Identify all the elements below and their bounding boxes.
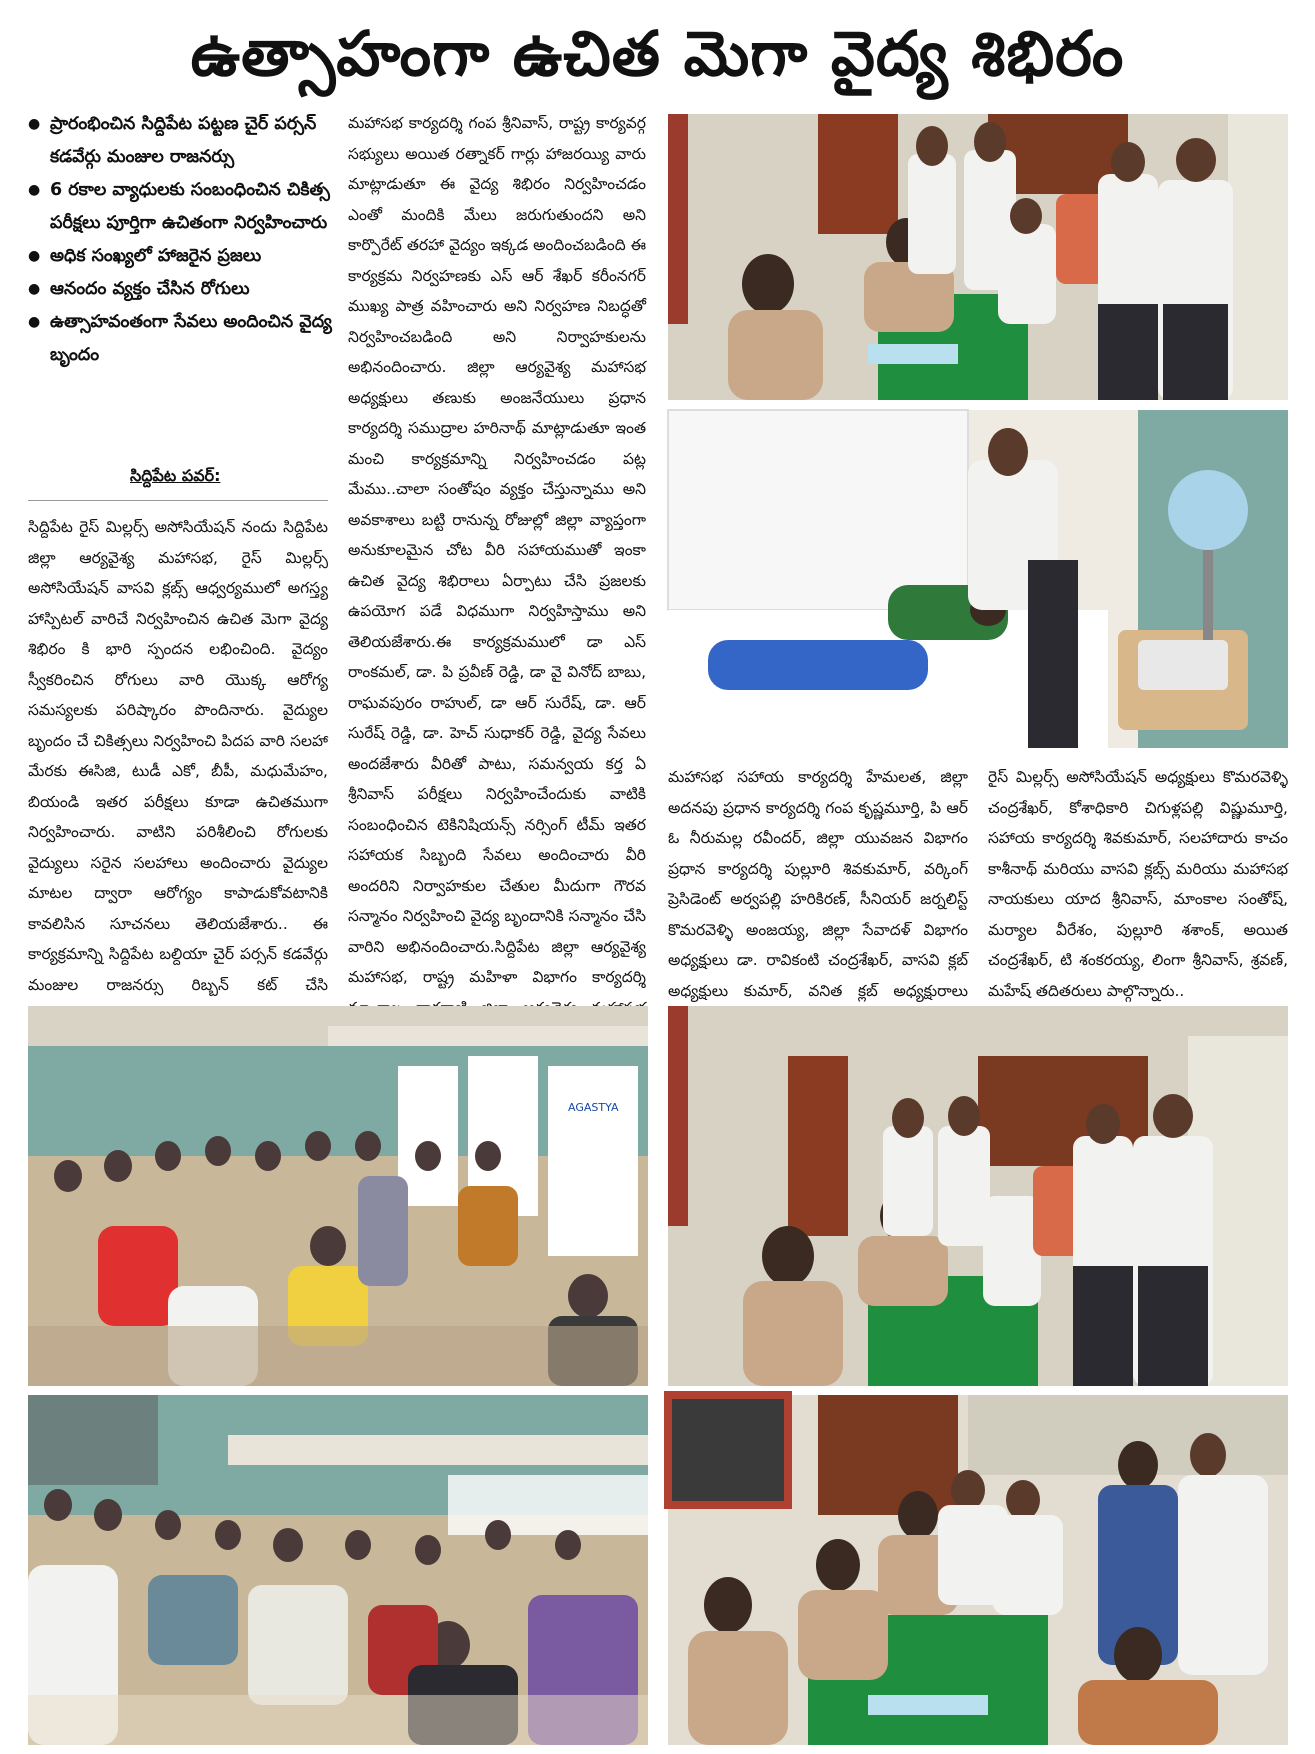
- banner-text: AGASTYA: [568, 1101, 619, 1114]
- article-column-2: మహాసభ కార్యదర్శి గంప శ్రీనివాస్, రాష్ట్ర కార్యవర్గ సభ్యులు అయిత రత్నాకర్ గార్లు హాజరయ్యి వారు మాట్లాడుతూ ఈ వైద్య శిభిరం నిర్వహించడం ఎంతో మందికి మేలు జరుగుతుందని అని కార్పొరేట్ తరహా వైద్యం ఇక్కడ అందించబడింది ఈ కార్యక్రమ నిర్వహణకు ఎస్ ఆర్ శేఖర్ కరీంనగర్ ముఖ్య పాత్ర వహించారు అని నిర్వహణ నిబద్ధతో నిర్వహించబడింది అని నిర్వాహకులను అభినందించారు. జిల్లా ఆర్యవైశ్య మహాసభ అధ్యక్షులు తణుకు అంజనేయులు ప్రధాన కార్యదర్శి సముద్రాల హరినాథ్ మాట్లాడుతూ ఇంత మంచి కార్యక్రమాన్ని నిర్వహించడం పట్ల మేము..చాలా సంతోషం వ్యక్తం చేస్తున్నాము అని అవకాశాలు బట్టి రానున్న రోజుల్లో జిల్లా వ్యాప్తంగా అనుకూలమైన చోట వీరి సహాయముతో ఇంకా ఉచిత వైద్య శిభిరాలు ఏర్పాటు చేసి ప్రజలకు ఉపయోగ పడే విధముగా నిర్వహిస్తాము అని తెలియజేశారు.ఈ కార్యక్రమములో డా ఎస్ రాంకమల్, డా. పి ప్రవీణ్ రెడ్డి, డా వై వినోద్ బాబు, రాఘవపురం రాహుల్, డా ఆర్ సురేష్, డా. ఆర్ సురేష్ రెడ్డి, డా. హెచ్ సుధాకర్ రెడ్డి, వైద్య సేవలు అందజేశారు వీరితో పాటు, సమన్వయ కర్త ఏ శ్రీనివాస్ పరీక్షలు నిర్వహించేందుకు వాటికి సంబంధించిన టెకినిషియన్స్ నర్సింగ్ టీమ్ ఇతర సహాయక సిబ్బంది సేవలు అందించారు వీరి అందరిని నిర్వాహకుల చేతుల మీదుగా గౌరవ సన్మానం నిర్వహించి వైద్య బృందానికి సన్మానం చేసి వారిని అభినందించారు.సిద్దిపేట జిల్లా ఆర్యవైశ్య మహాసభ, రాష్ట్ర మహిళా విభాగం కార్యదర్శి: [348, 114, 646, 986]
- article-column-4: రైస్ మిల్లర్స్ అసోసియేషన్ అధ్యక్షులు కొమరవెళ్ళి చంద్రశేఖర్, కోశాధికారి చిగుళ్లపల్లి విష్ణుమూర్తి, సహాయ కార్యదర్శి శివకుమార్, సలహాదారు కాచం కాశీనాథ్ మరియు వాసవి క్లబ్స్ మరియు మహాసభ నాయకులు యాద శ్రీనివాస్, మాంకాల సంతోష్, మర్యాల వీరేశం, పుల్లూరి శశాంక్, అయిత చంద్రశేఖర్, టి శంకరయ్య, లింగా శ్రీనివాస్, శ్రవణ్, మహేష్ తదితరులు పాల్గొన్నారు..: [988, 768, 1288, 1000]
- headline: ఉత్సాహంగా ఉచిత మెగా వైద్య శిభిరం: [190, 17, 1125, 90]
- bullet-icon: ●: [28, 248, 41, 264]
- bullet-icon: ●: [28, 182, 41, 198]
- photo-nurses-table: [668, 1395, 1288, 1745]
- bullet-icon: ●: [28, 281, 41, 297]
- article-column-1: సిద్దిపేట రైస్ మిల్లర్స్ అసోసియేషన్ నందు సిద్దిపేట జిల్లా ఆర్యవైశ్య మహాసభ, రైస్ మిల్లర్స్ అసోసియేషన్ వాసవి క్లబ్స్ ఆధ్వర్యములో అగస్త్య హాస్పిటల్ వారిచే నిర్వహించిన ఉచిత మెగా వైద్య శిభిరం కి భారి స్పందన లభించింది. వైద్యం స్వీకరించిన రోగులు వారి యొక్క ఆరోగ్య సమస్యలకు పరిష్కారం పొందినారు. వైద్యుల బృందం చే చికిత్సలు నిర్వహించి పిదప వారి సలహా మేరకు ఈసిజి, టుడీ ఎకో, బీపీ, మధుమేహం, బియండి ఇతర పరీక్షలు కూడా ఉచితముగా నిర్వహించారు. వాటిని పరిశీలించి రోగులకు వైద్యులు సరైన సలహాలు అందించారు వైద్యుల మాటల ద్వారా ఆరోగ్యం కాపాడుకోవటానికి కావలిసిన సూచనలు తెలియజేశారు.. ఈ కార్యక్రమాన్ని సిద్దిపేట బల్దియా చైర్ పర్సన్ కడవేర్గు మంజుల రాజనర్సు రిబ్బన్ కట్ చేసి: [28, 518, 328, 994]
- photo-bp-check-with-guests: [668, 114, 1288, 400]
- highlight-item: ● ఉత్సాహవంతంగా సేవలు అందించిన వైద్య బృందం: [28, 306, 338, 372]
- divider: [28, 500, 328, 501]
- highlight-item: ● అధిక సంఖ్యలో హాజరైన ప్రజలు: [28, 240, 338, 273]
- photo-ecg-test: [668, 410, 1288, 748]
- photo-bp-check-2: [668, 1006, 1288, 1386]
- photo-hall-patients: [28, 1395, 648, 1745]
- highlight-item: ● 6 రకాల వ్యాధులకు సంబంధించిన చికిత్స పరీక్షలు పూర్తిగా ఉచితంగా నిర్వహించారు: [28, 174, 338, 240]
- bullet-icon: ●: [28, 116, 41, 132]
- bullet-icon: ●: [28, 314, 41, 330]
- highlight-item: ● ప్రారంభించిన సిద్దిపేట పట్టణ చైర్ పర్సన్ కడవేర్గు మంజుల రాజనర్సు: [28, 108, 338, 174]
- highlights-list: [28, 108, 338, 372]
- byline: సిద్దిపేట పవర్:: [130, 466, 221, 485]
- photo-crowd-waiting: [28, 1006, 648, 1386]
- article-column-3: మహాసభ సహాయ కార్యదర్శి హేమలత, జిల్లా అదనపు ప్రధాన కార్యదర్శి గంప కృష్ణమూర్తి, పి ఆర్ ఓ నీరుమల్ల రవీందర్, జిల్లా యువజన విభాగం ప్రధాన కార్యదర్శి పుల్లూరి శివకుమార్, వర్కింగ్ ప్రెసిడెంట్ అర్వపల్లి హరికిరణ్, సీనియర్ జర్నలిస్ట్ కొమరవెళ్ళి అంజయ్య, జిల్లా సేవాదళ్ విభాగం అధ్యక్షులు డా. రావికంటి చంద్రశేఖర్, వాసవి క్లబ్ అధ్యక్షులు కుమార్, వనిత క్లబ్ అధ్యక్షురాలు: [668, 768, 968, 1000]
- highlight-item: ● ఆనందం వ్యక్తం చేసిన రోగులు: [28, 273, 338, 306]
